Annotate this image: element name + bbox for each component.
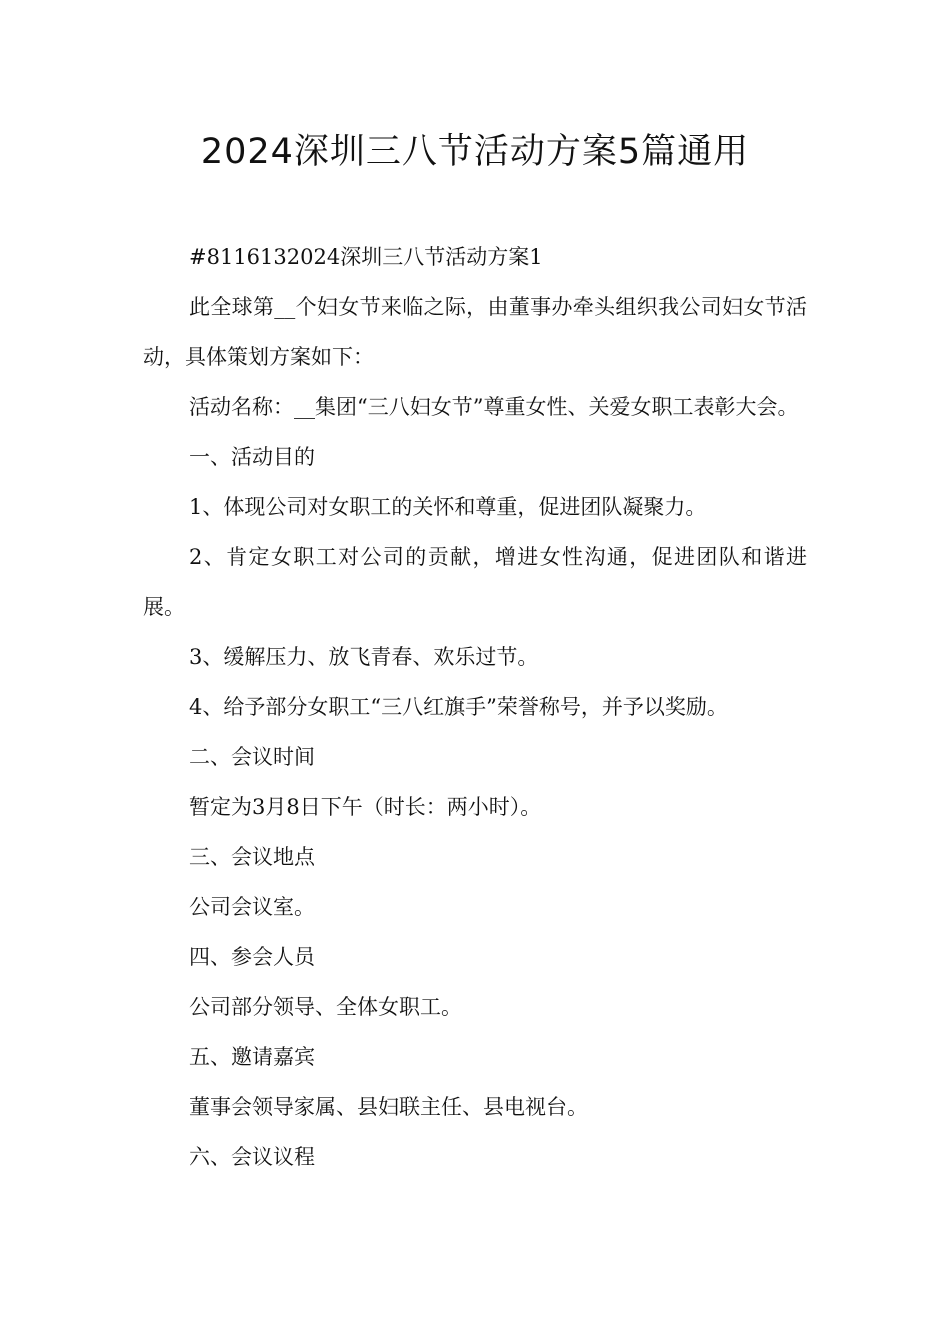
paragraph-attendees: 公司部分领导、全体女职工。	[189, 995, 462, 1019]
list-item: 4、给予部分女职工“三八红旗手”荣誉称号，并予以奖励。	[189, 695, 728, 719]
paragraph-meeting-time: 暂定为3月8日下午（时长：两小时）。	[189, 795, 542, 819]
document-title: 2024深圳三八节活动方案5篇通用	[200, 132, 750, 172]
heading-meeting-place: 三、会议地点	[189, 845, 315, 869]
paragraph-activity-name: 活动名称：__集团“三八妇女节”尊重女性、关爱女职工表彰大会。	[189, 395, 799, 419]
heading-agenda: 六、会议议程	[189, 1145, 315, 1169]
heading-attendees: 四、参会人员	[189, 945, 315, 969]
heading-guests: 五、邀请嘉宾	[189, 1045, 315, 1069]
list-item: 2、肯定女职工对公司的贡献，增进女性沟通，促进团队和谐进展。	[143, 545, 807, 619]
heading-meeting-time: 二、会议时间	[189, 745, 315, 769]
paragraph-intro: 此全球第__个妇女节来临之际，由董事办牵头组织我公司妇女节活动，具体策划方案如下：	[143, 295, 807, 369]
paragraph-meeting-place: 公司会议室。	[189, 895, 315, 919]
paragraph-guests: 董事会领导家属、县妇联主任、县电视台。	[189, 1095, 588, 1119]
list-item: 3、缓解压力、放飞青春、欢乐过节。	[189, 645, 539, 669]
heading-purpose: 一、活动目的	[189, 445, 315, 469]
document-body	[143, 232, 807, 1182]
list-item: 1、体现公司对女职工的关怀和尊重，促进团队凝聚力。	[189, 495, 707, 519]
section-heading: #8116132024深圳三八节活动方案1	[189, 245, 543, 269]
